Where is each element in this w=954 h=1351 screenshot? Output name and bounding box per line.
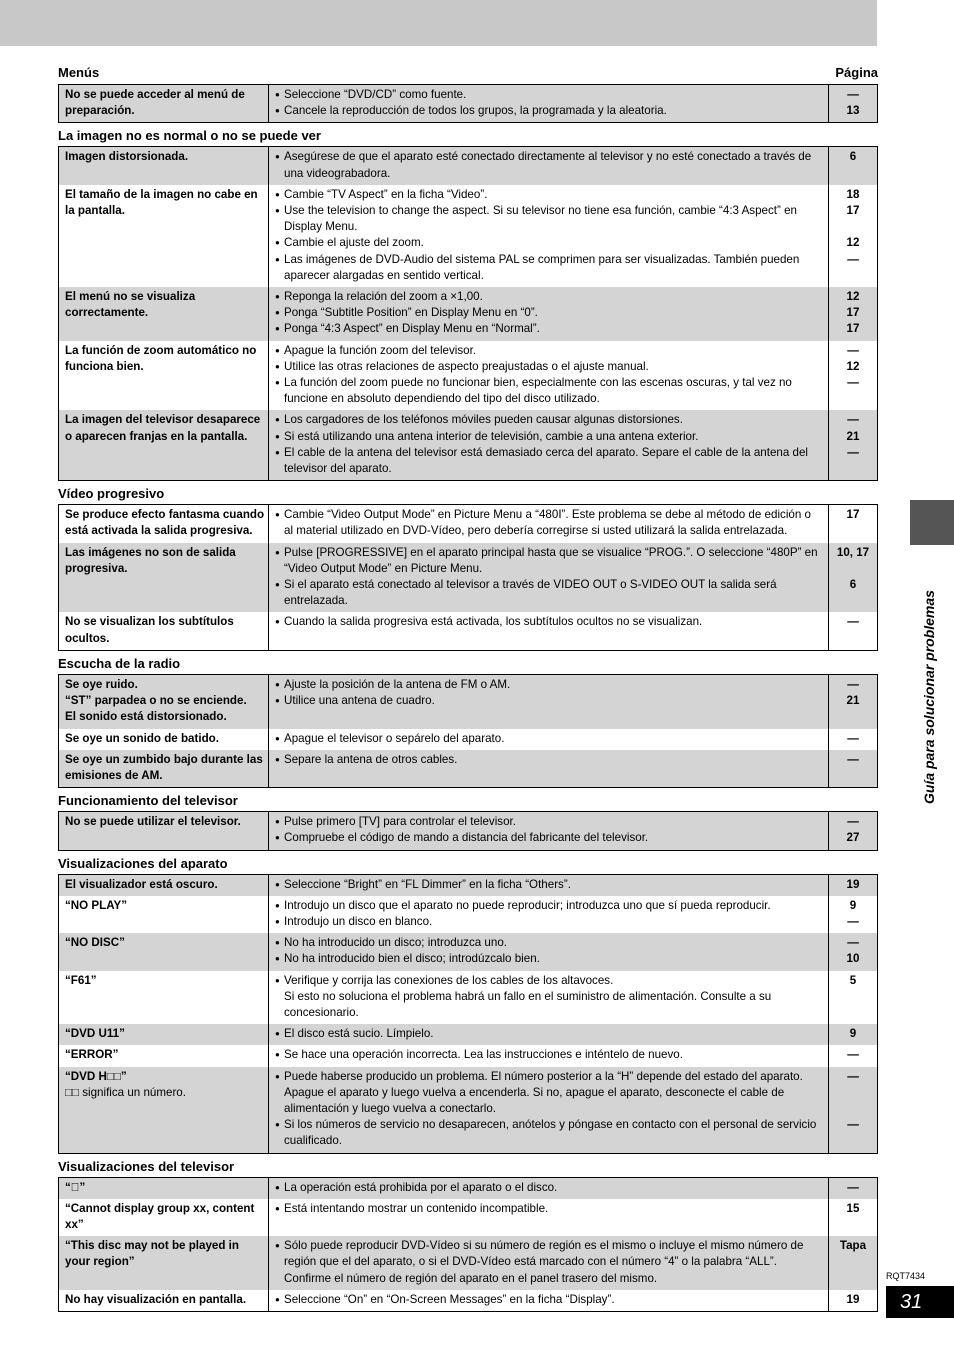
- page-ref: [831, 1101, 875, 1117]
- page-ref-cell: [829, 410, 878, 480]
- solution-item: ● Si el aparato está conectado al televisor a través de VIDEO OUT o S-VIDEO OUT la salida será entrelazada.: [275, 577, 823, 609]
- solution-item: ● Introdujo un disco que el aparato no puede reproducir; introduzca uno que sí pueda reproducir.: [275, 898, 823, 914]
- page-ref: 10: [846, 952, 860, 966]
- page-ref: 19: [846, 877, 860, 891]
- page-ref: 21: [846, 429, 860, 443]
- page-ref: 6: [849, 150, 857, 164]
- solution-cell: [269, 505, 829, 543]
- solution-item: ● No ha introducido un disco; introduzca uno.: [275, 935, 823, 951]
- problem-cell: [59, 1067, 269, 1154]
- solution-cell: [269, 287, 829, 341]
- solution-cell: [269, 612, 829, 650]
- solution-item: ● Cancele la reproducción de todos los grupos, la programada y la aleatoria.: [275, 103, 823, 119]
- page-ref: 12: [846, 236, 860, 250]
- problem-text: “DVD U11”: [65, 1027, 125, 1041]
- page-ref: 17: [846, 322, 860, 336]
- solution-item: ● Seleccione “On” en “On-Screen Messages” en la ficha “Display”.: [275, 1292, 823, 1308]
- page-ref: 21: [846, 694, 860, 708]
- solution-cell: [269, 971, 829, 1025]
- problem-text: Imagen distorsionada.: [65, 150, 189, 164]
- problem-cell: [59, 410, 269, 480]
- solution-cell: [269, 341, 829, 411]
- solution-item: ● Seleccione “Bright” en “FL Dimmer” en la ficha “Others”.: [275, 877, 823, 893]
- page-ref: —: [847, 1118, 859, 1132]
- solution-item: ● Separe la antena de otros cables.: [275, 752, 823, 768]
- troubleshooting-table: [58, 84, 878, 123]
- section-title: Visualizaciones del aparato: [58, 855, 228, 871]
- page-ref-cell: [829, 1199, 878, 1236]
- solution-item: ● Utilice una antena de cuadro.: [275, 693, 823, 709]
- solution-item: ● Si está utilizando una antena interior de televisión, cambie a una antena exterior.: [275, 429, 823, 445]
- problem-cell: [59, 1199, 269, 1236]
- problem-cell: [59, 971, 269, 1025]
- problem-cell: [59, 933, 269, 970]
- problem-text: No se puede acceder al menú de preparación.: [65, 88, 245, 118]
- table-row: [59, 287, 878, 341]
- problem-cell: [59, 287, 269, 341]
- problem-text: “⃠”: [65, 1180, 86, 1194]
- solution-cell: [269, 874, 829, 896]
- problem-cell: [59, 1177, 269, 1199]
- section-title: Escucha de la radio: [58, 655, 181, 671]
- page-ref-cell: [829, 674, 878, 728]
- solution-item: ● Las imágenes de DVD-Audio del sistema PAL se comprimen para ser visualizadas. También pueden aparecer alargadas en sentido vertical.: [275, 252, 823, 284]
- solution-item: ● Asegúrese de que el aparato esté conectado directamente al televisor y no esté conectado a través de una videograbadora.: [275, 149, 823, 181]
- page-ref-cell: [829, 341, 878, 411]
- solution-cell: [269, 543, 829, 613]
- table-row: [59, 1290, 878, 1312]
- page-ref: —: [847, 343, 859, 357]
- solution-item: ● Sólo puede reproducir DVD-Vídeo si su número de región es el mismo o incluye el mismo número de región que el del aparato, o si el DVD-Vídeo está marcado con el número “4” o la palabra “ALL”. Confirme el número de región del aparato en el panel trasero del mismo.: [275, 1238, 823, 1287]
- table-row: [59, 1024, 878, 1045]
- page-ref-cell: [829, 1236, 878, 1290]
- solution-item: ● Seleccione “DVD/CD” como fuente.: [275, 87, 823, 103]
- side-section-label: Guía para solucionar problemas: [921, 590, 937, 804]
- problem-text: Se oye ruido.: [65, 677, 138, 691]
- solution-item: ● Utilice las otras relaciones de aspecto preajustadas o el ajuste manual.: [275, 359, 823, 375]
- problem-cell: [59, 1290, 269, 1312]
- page-ref: —: [847, 815, 859, 829]
- page-ref: 6: [849, 578, 857, 592]
- solution-item: ● Introdujo un disco en blanco.: [275, 914, 823, 930]
- troubleshooting-table: [58, 811, 878, 850]
- page-ref-cell: [829, 1045, 878, 1066]
- problem-cell: [59, 85, 269, 123]
- table-row: [59, 674, 878, 728]
- page-ref: 17: [846, 508, 860, 522]
- troubleshooting-table: [58, 1177, 878, 1312]
- document-code: RQT7434: [886, 1271, 926, 1281]
- page-ref-cell: [829, 85, 878, 123]
- solution-item: ● Pulse primero [TV] para controlar el televisor.: [275, 814, 823, 830]
- page-ref: —: [847, 1180, 859, 1194]
- page-ref-cell: [829, 933, 878, 970]
- table-row: [59, 729, 878, 750]
- page-ref-cell: [829, 612, 878, 650]
- page-ref-cell: [829, 1177, 878, 1199]
- table-row: [59, 410, 878, 480]
- section-title: La imagen no es normal o no se puede ver: [58, 128, 321, 144]
- page-ref-cell: [829, 729, 878, 750]
- problem-cell: [59, 1236, 269, 1290]
- solution-item: ● Está intentando mostrar un contenido incompatible.: [275, 1201, 823, 1217]
- page-ref: 12: [846, 359, 860, 373]
- problem-text: “Cannot display group xx, content xx”: [65, 1201, 255, 1231]
- page-ref: 15: [846, 1201, 860, 1215]
- page-ref-cell: [829, 147, 878, 185]
- page-ref-cell: [829, 185, 878, 287]
- problem-text: “DVD H□□”: [65, 1069, 127, 1083]
- page-ref-cell: [829, 505, 878, 543]
- table-row: [59, 341, 878, 411]
- page-ref-cell: [829, 1067, 878, 1154]
- solution-item: ● Ajuste la posición de la antena de FM o AM.: [275, 677, 823, 693]
- problem-text: Se oye un sonido de batido.: [65, 731, 219, 745]
- solution-cell: [269, 933, 829, 970]
- top-gray-bar: [0, 0, 877, 46]
- page-ref: —: [847, 914, 859, 928]
- page-ref-cell: [829, 750, 878, 788]
- problem-text: La imagen del televisor desaparece o aparecen franjas en la pantalla.: [65, 413, 261, 443]
- table-row: [59, 933, 878, 970]
- table-row: [59, 1045, 878, 1066]
- table-row: [59, 812, 878, 850]
- solution-item: ● Se hace una operación incorrecta. Lea las instrucciones e inténtelo de nuevo.: [275, 1047, 823, 1063]
- problem-text: Las imágenes no son de salida progresiva.: [65, 545, 236, 575]
- troubleshooting-table: [58, 674, 878, 788]
- solution-cell: [269, 185, 829, 287]
- problem-text: No se puede utilizar el televisor.: [65, 815, 241, 829]
- troubleshooting-table: [58, 874, 878, 1154]
- page-ref: [831, 1085, 875, 1101]
- solution-cell: [269, 896, 829, 933]
- page-ref: 5: [849, 973, 857, 987]
- problem-text: La función de zoom automático no funciona bien.: [65, 343, 257, 373]
- problem-cell: [59, 185, 269, 287]
- solution-cell: [269, 1045, 829, 1066]
- page-ref: —: [847, 677, 859, 691]
- problem-cell: [59, 341, 269, 411]
- header-menus: Menús: [58, 65, 100, 80]
- solution-cell: [269, 1290, 829, 1312]
- page-ref: —: [847, 731, 859, 745]
- page-ref: —: [847, 615, 859, 629]
- problem-text: “This disc may not be played in your region”: [65, 1239, 239, 1269]
- solution-item: ● La operación está prohibida por el aparato o el disco.: [275, 1180, 823, 1196]
- solution-item: ● El disco está sucio. Límpielo.: [275, 1026, 823, 1042]
- page-ref: 13: [846, 104, 860, 118]
- solution-item: ● Los cargadores de los teléfonos móviles pueden causar algunas distorsiones.: [275, 412, 823, 428]
- section-tab-marker: [910, 500, 954, 545]
- problem-cell: [59, 1045, 269, 1066]
- solution-item: ● Verifique y corrija las conexiones de los cables de los altavoces.: [275, 973, 823, 989]
- page-ref-cell: [829, 812, 878, 850]
- section-title: Funcionamiento del televisor: [58, 793, 238, 809]
- problem-text: “NO DISC”: [65, 936, 125, 950]
- page-ref-cell: [829, 1024, 878, 1045]
- solution-item: ● Puede haberse producido un problema. El número posterior a la “H” depende del estado del aparato. Apague el aparato y luego vuelva a encenderla. Si no, apague el aparato, desconecte el cable de alimentación y luego vuelva a conectarlo.: [275, 1069, 823, 1118]
- section-title: Vídeo progresivo: [58, 486, 165, 502]
- problem-cell: [59, 729, 269, 750]
- table-row: [59, 85, 878, 123]
- page-ref-cell: [829, 971, 878, 1025]
- solution-item: ● Ponga “Subtitle Position” en Display Menu en “0”.: [275, 305, 823, 321]
- solution-cell: [269, 674, 829, 728]
- solution-item: ● Apague el televisor o sepárelo del aparato.: [275, 731, 823, 747]
- problem-cell: [59, 896, 269, 933]
- page-ref: 17: [846, 306, 860, 320]
- table-row: [59, 1199, 878, 1236]
- solution-cell: [269, 85, 829, 123]
- table-row: [59, 185, 878, 287]
- problem-cell: [59, 543, 269, 613]
- troubleshooting-table: [58, 504, 878, 651]
- problem-text: Se produce efecto fantasma cuando está activada la salida progresiva.: [65, 508, 265, 538]
- table-row: [59, 971, 878, 1025]
- problem-cell: [59, 874, 269, 896]
- page-ref: —: [847, 752, 859, 766]
- page-ref: —: [847, 936, 859, 950]
- solution-item: ● Apague la función zoom del televisor.: [275, 343, 823, 359]
- page-ref: 10, 17: [836, 545, 870, 559]
- table-row: [59, 1177, 878, 1199]
- problem-note: □□ significa un número.: [65, 1085, 186, 1099]
- table-row: [59, 147, 878, 185]
- problem-text: “ST” parpadea o no se enciende.: [65, 694, 247, 708]
- page-ref: —: [847, 413, 859, 427]
- page-ref: 19: [846, 1292, 860, 1306]
- solution-item: ● Pulse [PROGRESSIVE] en el aparato principal hasta que se visualice “PROG.”. O seleccione “480P” en “Video Output Mode” en Picture Menu.: [275, 545, 823, 577]
- problem-cell: [59, 812, 269, 850]
- solution-item: ● Use the television to change the aspect. Si su televisor no tiene esa función, cambie “4:3 Aspect” en Display Menu.: [275, 203, 823, 235]
- table-row: [59, 896, 878, 933]
- solution-item: ● No ha introducido bien el disco; introdúzcalo bien.: [275, 951, 823, 967]
- page-ref-cell: [829, 543, 878, 613]
- page-ref: —: [847, 252, 859, 266]
- page-ref-cell: [829, 1290, 878, 1312]
- problem-text: “NO PLAY”: [65, 898, 128, 912]
- header-pagina: Página: [835, 65, 878, 80]
- solution-item: ● La función del zoom puede no funcionar bien, especialmente con las escenas oscuras, y tal vez no funcione en absoluto dependiendo del tipo del disco utilizado.: [275, 375, 823, 407]
- page-ref: —: [847, 445, 859, 459]
- solution-item: ● Compruebe el código de mando a distancia del fabricante del televisor.: [275, 830, 823, 846]
- problem-text: No hay visualización en pantalla.: [65, 1292, 247, 1306]
- troubleshooting-table: [58, 146, 878, 481]
- solution-cell: [269, 1236, 829, 1290]
- solution-cell: [269, 750, 829, 788]
- table-row: [59, 1067, 878, 1154]
- page-ref: 9: [849, 1027, 857, 1041]
- problem-cell: [59, 1024, 269, 1045]
- troubleshooting-content: [58, 62, 878, 1312]
- solution-cell: [269, 410, 829, 480]
- solution-item: ● Reponga la relación del zoom a ×1,00.: [275, 289, 823, 305]
- page-ref: —: [847, 376, 859, 390]
- solution-cell: [269, 1177, 829, 1199]
- page-number: 31: [886, 1286, 954, 1318]
- page-ref: 12: [846, 290, 860, 304]
- page-ref-cell: [829, 896, 878, 933]
- solution-cell: [269, 812, 829, 850]
- section-title: Visualizaciones del televisor: [58, 1158, 235, 1174]
- solution-item: ● Cuando la salida progresiva está activada, los subtítulos ocultos no se visualizan.: [275, 614, 823, 630]
- page-ref-cell: [829, 874, 878, 896]
- table-row: [59, 543, 878, 613]
- problem-cell: [59, 147, 269, 185]
- solution-item: ● Cambie el ajuste del zoom.: [275, 235, 823, 251]
- problem-text: Se oye un zumbido bajo durante las emisiones de AM.: [65, 752, 263, 782]
- table-row: [59, 874, 878, 896]
- problem-text: El menú no se visualiza correctamente.: [65, 290, 196, 320]
- page-ref: 27: [846, 831, 860, 845]
- page-ref: 9: [849, 898, 857, 912]
- problem-cell: [59, 750, 269, 788]
- problem-text: El visualizador está oscuro.: [65, 877, 218, 891]
- page-ref: —: [847, 1048, 859, 1062]
- solution-cell: [269, 729, 829, 750]
- solution-cell: [269, 1199, 829, 1236]
- page-ref: [831, 561, 875, 577]
- problem-cell: [59, 612, 269, 650]
- page-ref: [831, 219, 875, 235]
- page-ref: —: [847, 88, 859, 101]
- solution-cell: [269, 1024, 829, 1045]
- solution-item: ● Cambie “Video Output Mode” en Picture Menu a “480I”. Este problema se debe al método de edición o al material utilizado en DVD-Vídeo, pero debería corregirse si usted utilizará la salida entrelazada.: [275, 507, 823, 539]
- solution-item: ● Ponga “4:3 Aspect” en Display Menu en “Normal”.: [275, 321, 823, 337]
- solution-item: ● Si los números de servicio no desaparecen, anótelos y póngase en contacto con el personal de servicio cualificado.: [275, 1117, 823, 1149]
- solution-cell: [269, 147, 829, 185]
- table-row: [59, 750, 878, 788]
- page-ref: 17: [846, 204, 860, 218]
- solution-item: Si esto no soluciona el problema habrá un fallo en el suministro de alimentación. Consulte a su concesionario.: [284, 989, 772, 1019]
- solution-item: ● Cambie “TV Aspect” en la ficha “Video”.: [275, 187, 823, 203]
- table-header: [58, 62, 878, 84]
- problem-cell: [59, 505, 269, 543]
- problem-text: El tamaño de la imagen no cabe en la pantalla.: [65, 187, 258, 218]
- problem-text: “F61”: [65, 973, 97, 987]
- problem-text: No se visualizan los subtítulos ocultos.: [65, 615, 234, 645]
- page-ref-cell: [829, 287, 878, 341]
- solution-item: ● El cable de la antena del televisor está demasiado cerca del aparato. Separe el cable de la antena del televisor del aparato.: [275, 445, 823, 477]
- problem-cell: [59, 674, 269, 728]
- table-row: [59, 505, 878, 543]
- problem-text: “ERROR”: [65, 1048, 119, 1062]
- page-ref: 18: [846, 187, 860, 201]
- table-row: [59, 1236, 878, 1290]
- page-ref: —: [847, 1069, 859, 1083]
- solution-cell: [269, 1067, 829, 1154]
- page-ref: Tapa: [839, 1239, 867, 1253]
- problem-text: El sonido está distorsionado.: [65, 710, 227, 724]
- table-row: [59, 612, 878, 650]
